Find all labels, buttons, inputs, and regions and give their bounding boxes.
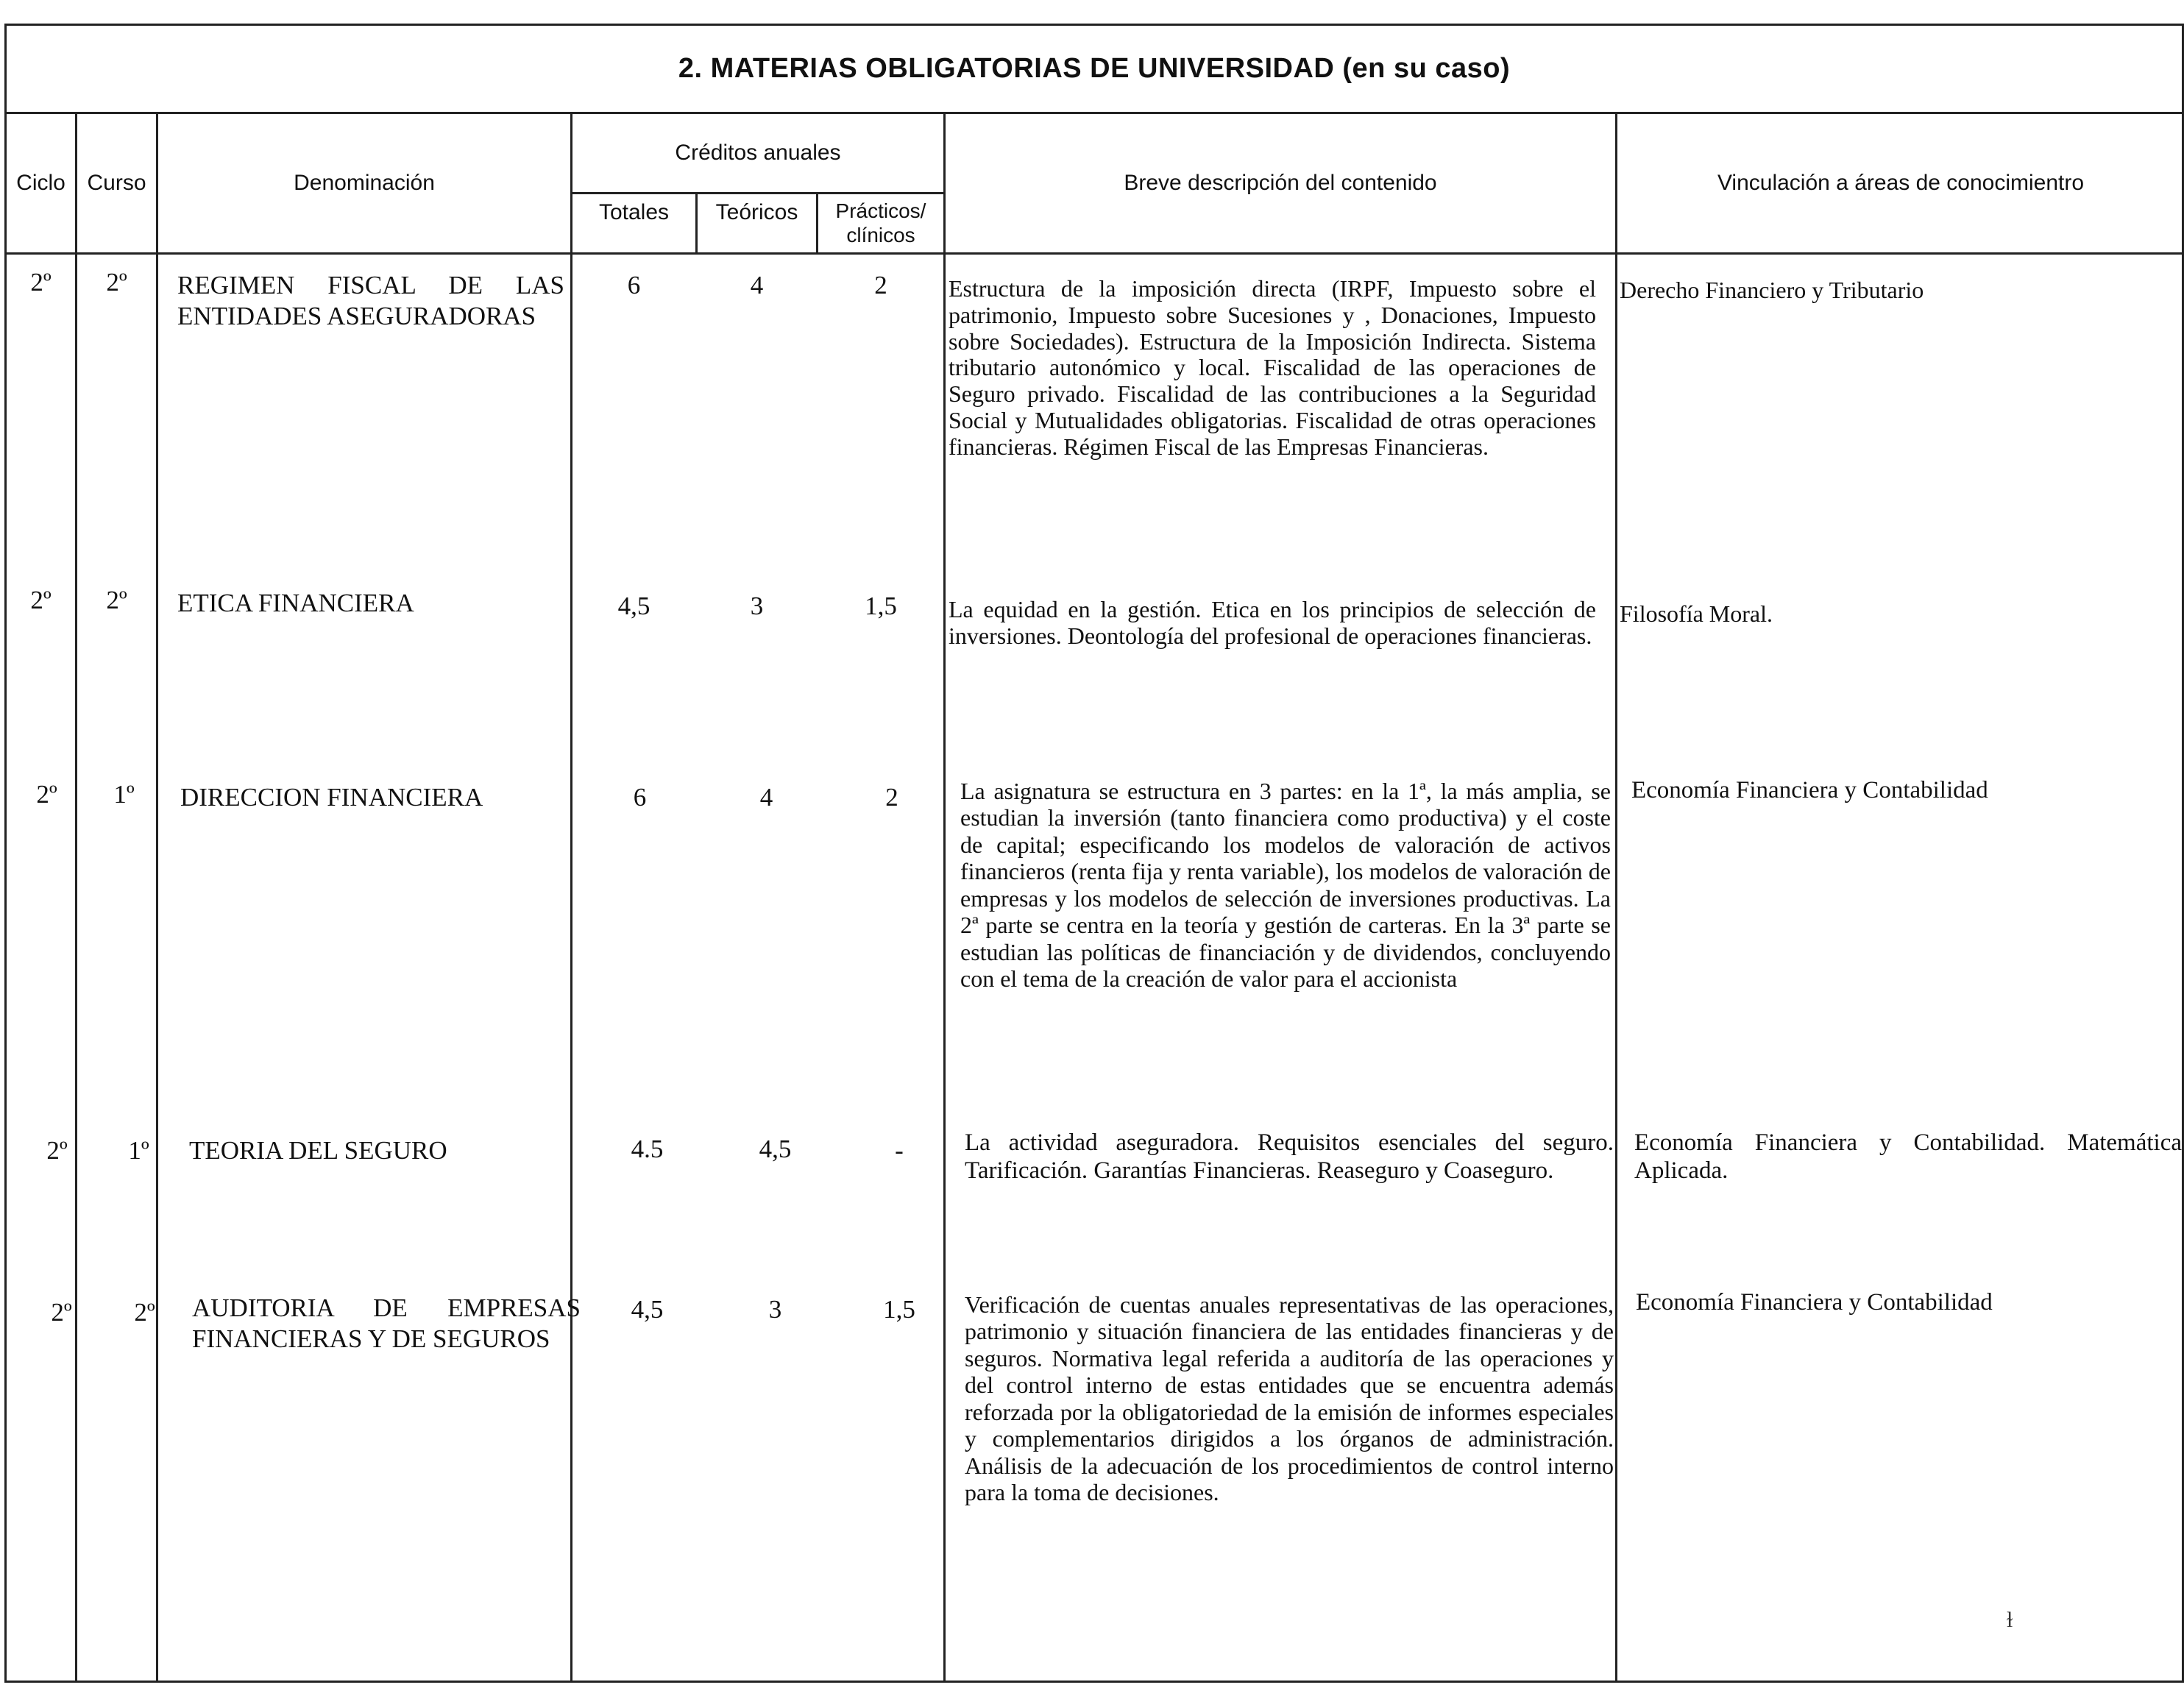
row-descripcion: La actividad aseguradora. Requisitos esenciales del seguro. Tarificación. Garantías Financieras. Reaseguro y Coaseguro. xyxy=(965,1129,1614,1184)
row-teoricos: 4,5 xyxy=(759,1135,792,1163)
document-page xyxy=(4,24,2184,1683)
row-vinculacion: Economía Financiera y Contabilidad. Matemática Aplicada. xyxy=(1634,1129,2182,1184)
row-teoricos: 4 xyxy=(750,271,764,299)
header-curso: Curso xyxy=(87,170,146,195)
col-divider-creditos xyxy=(943,112,946,1683)
header-totales: Totales xyxy=(598,199,670,224)
row-curso: 1º xyxy=(113,780,135,809)
row-denominacion: AUDITORIA DE EMPRESAS FINANCIERAS Y DE SEGUROS xyxy=(192,1293,581,1353)
row-practicos: 1,5 xyxy=(865,592,897,620)
row-ciclo: 2º xyxy=(36,780,57,809)
row-ciclo: 2º xyxy=(30,268,52,297)
header-vinculacion: Vinculación a áreas de conocimientro xyxy=(1717,170,2085,195)
row-curso: 2º xyxy=(106,586,127,614)
row-teoricos: 4 xyxy=(759,783,773,812)
row-totales: 4,5 xyxy=(617,592,650,620)
row-vinculacion: Derecho Financiero y Tributario xyxy=(1620,277,1924,303)
row-totales: 6 xyxy=(633,783,647,812)
header-divider xyxy=(7,252,2182,255)
row-denominacion: REGIMEN FISCAL DE LAS ENTIDADES ASEGURADORAS xyxy=(177,271,564,330)
row-descripcion: La equidad en la gestión. Etica en los principios de selección de inversiones. Deontología del profesional de operaciones financieras. xyxy=(949,596,1596,649)
col-divider-ciclo xyxy=(75,112,77,1683)
row-descripcion: Estructura de la imposición directa (IRPF, Impuesto sobre el patrimonio, Impuesto sobre Sucesiones y , Donaciones, Impuesto sobre Sociedades). Estructura de la Imposición Indirecta. Sistema tributario autonómico y local. Fiscalidad de las operaciones de Seguro privado. Fiscalidad de las contribuciones a la Seguridad Social y Mutualidades obligatorias. Fiscalidad de otras operaciones financieras. Régimen Fiscal de las Empresas Financieras. xyxy=(949,275,1596,460)
header-descripcion: Breve descripción del contenido xyxy=(1124,170,1437,195)
row-practicos: - xyxy=(895,1136,904,1165)
row-ciclo: 2º xyxy=(30,586,52,614)
header-ciclo: Ciclo xyxy=(16,170,65,195)
row-vinculacion: Economía Financiera y Contabilidad xyxy=(1631,777,1988,803)
stray-mark: ɫ xyxy=(2007,1608,2013,1632)
row-ciclo: 2º xyxy=(51,1298,72,1327)
header-practicos: Prácticos/ clínicos xyxy=(835,199,926,246)
header-denominacion: Denominación xyxy=(294,170,435,195)
row-curso: 2º xyxy=(134,1298,155,1327)
row-totales: 6 xyxy=(627,271,641,299)
row-ciclo: 2º xyxy=(46,1136,68,1165)
col-divider-curso xyxy=(156,112,158,1683)
row-teoricos: 3 xyxy=(750,592,764,620)
header-creditos-anuales: Créditos anuales xyxy=(675,140,841,165)
row-descripcion: Verificación de cuentas anuales representativas de las operaciones, patrimonio y situación financiera de las entidades financieras y de seguros. Normativa legal referida a auditoría de las operaciones y del control interno de estas entidades que se encuentra además reforzada por la obligatoriedad de la emisión de informes especiales y complementarios dirigidos a los órganos de administración. Análisis de la adecuación de los procedimientos de control interno para la toma de decisiones. xyxy=(965,1291,1614,1506)
row-curso: 2º xyxy=(106,268,127,297)
page-title: 2. MATERIAS OBLIGATORIAS DE UNIVERSIDAD (en su caso) xyxy=(678,53,1511,84)
row-curso: 1º xyxy=(128,1136,149,1165)
row-vinculacion: Economía Financiera y Contabilidad xyxy=(1636,1289,1993,1316)
row-teoricos: 3 xyxy=(768,1295,782,1324)
row-denominacion: DIRECCION FINANCIERA xyxy=(180,783,483,812)
row-denominacion: TEORIA DEL SEGURO xyxy=(189,1136,447,1165)
row-denominacion: ETICA FINANCIERA xyxy=(177,589,414,617)
row-totales: 4.5 xyxy=(631,1135,664,1163)
row-vinculacion: Filosofía Moral. xyxy=(1620,600,1773,627)
header-teoricos: Teóricos xyxy=(715,199,798,224)
row-practicos: 2 xyxy=(874,271,887,299)
row-totales: 4,5 xyxy=(631,1295,664,1324)
row-practicos: 2 xyxy=(885,783,898,812)
row-practicos: 1,5 xyxy=(883,1295,915,1324)
row-descripcion: La asignatura se estructura en 3 partes: en la 1ª, la más amplia, se estudian la inversión (tanto financiera como productiva) y el coste de capital; especificando los modelos de valoración de activos financieros (renta fija y renta variable), los modelos de valoración de empresas y los modelos de selección de inversiones productivas. La 2ª parte se centra en la teoría y gestión de carteras. En la 3ª parte se estudian las políticas de financiación y de dividendos, concluyendo con el tema de la creación de valor para el accionista xyxy=(960,778,1611,993)
col-divider-descripcion xyxy=(1615,112,1617,1683)
col-divider-denominacion xyxy=(570,112,572,1683)
